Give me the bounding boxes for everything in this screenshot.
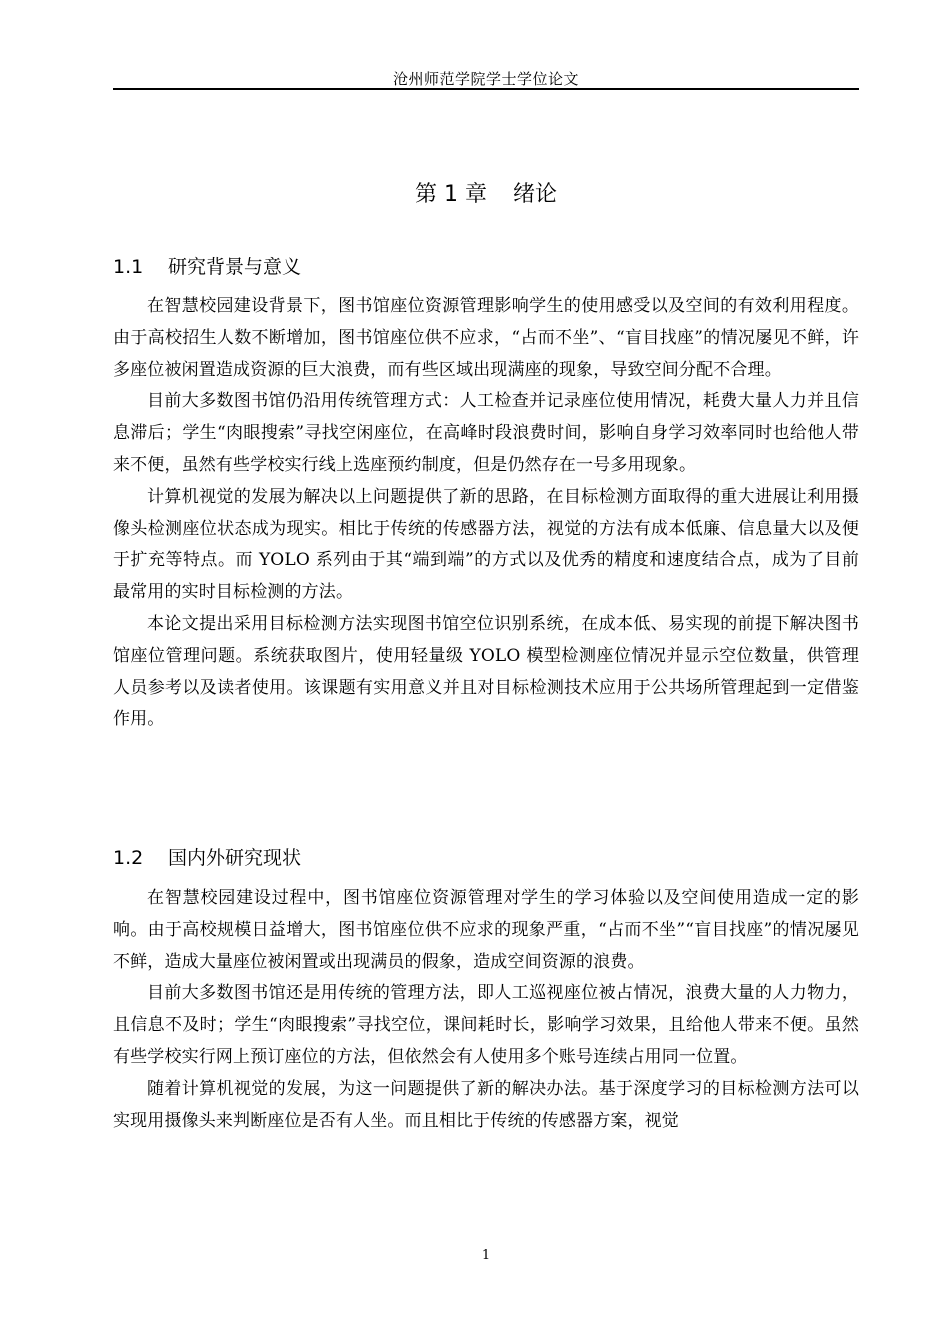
body-paragraph: 目前大多数图书馆仍沿用传统管理方式：人工检查并记录座位使用情况，耗费大量人力并且信息滞后；学生“肉眼搜索”寻找空闲座位，在高峰时段浪费时间，影响自身学习效率同时也给他人带来不便，虽然有些学校实行线上选座预约制度，但是仍然存在一号多用现象。 (113, 391, 859, 475)
section-body (113, 883, 859, 1137)
body-paragraph: 目前大多数图书馆还是用传统的管理方法，即人工巡视座位被占情况，浪费大量的人力物力，且信息不及时；学生“肉眼搜索”寻找空位，课间耗时长，影响学习效果，且给他人带来不便。虽然有些学校实行网上预订座位的方法，但依然会有人使用多个账号连续占用同一位置。 (113, 983, 859, 1067)
section-heading (113, 254, 859, 280)
section-number: 1.2 (113, 847, 144, 869)
body-paragraph: 随着计算机视觉的发展，为这一问题提供了新的解决办法。基于深度学习的目标检测方法可以实现用摄像头来判断座位是否有人坐。而且相比于传统的传感器方案，视觉 (113, 1078, 859, 1131)
body-paragraph: 计算机视觉的发展为解决以上问题提供了新的思路，在目标检测方面取得的重大进展让利用摄像头检测座位状态成为现实。相比于传统的传感器方法，视觉的方法有成本低廉、信息量大以及便于扩充等特点。而 YOLO 系列由于其“端到端”的方式以及优秀的精度和速度结合点，成为了目前最常用的实时目标检测的方法。 (113, 486, 859, 603)
page-number: 1 (481, 1248, 491, 1263)
section-body (113, 291, 859, 736)
section-title: 国内外研究现状 (168, 847, 302, 869)
section-number: 1.1 (113, 256, 144, 278)
body-paragraph: 在智慧校园建设背景下，图书馆座位资源管理影响学生的使用感受以及空间的有效利用程度。由于高校招生人数不断增加，图书馆座位供不应求，“占而不坐”、“盲目找座”的情况屡见不鲜，许多座位被闲置造成资源的巨大浪费，而有些区域出现满座的现象，导致空间分配不合理。 (113, 296, 859, 380)
chapter-title (113, 180, 859, 210)
body-paragraph: 在智慧校园建设过程中，图书馆座位资源管理对学生的学习体验以及空间使用造成一定的影响。由于高校规模日益增大，图书馆座位供不应求的现象严重，“占而不坐”“盲目找座”的情况屡见不鲜，造成大量座位被闲置或出现满员的假象，造成空间资源的浪费。 (113, 888, 859, 972)
running-header: 沧州师范学院学士学位论文 (392, 70, 579, 88)
body-paragraph: 本论文提出采用目标检测方法实现图书馆空位识别系统，在成本低、易实现的前提下解决图书馆座位管理问题。系统获取图片，使用轻量级 YOLO 模型检测座位情况并显示空位数量，供管理人员参考以及读者使用。该课题有实用意义并且对目标检测技术应用于公共场所管理起到一定借鉴作用。 (113, 613, 859, 730)
header-rule (113, 88, 859, 90)
section-heading (113, 845, 859, 871)
chapter-name: 绪论 (512, 182, 557, 207)
chapter-number: 第 1 章 (415, 182, 487, 207)
section-title: 研究背景与意义 (168, 256, 302, 278)
